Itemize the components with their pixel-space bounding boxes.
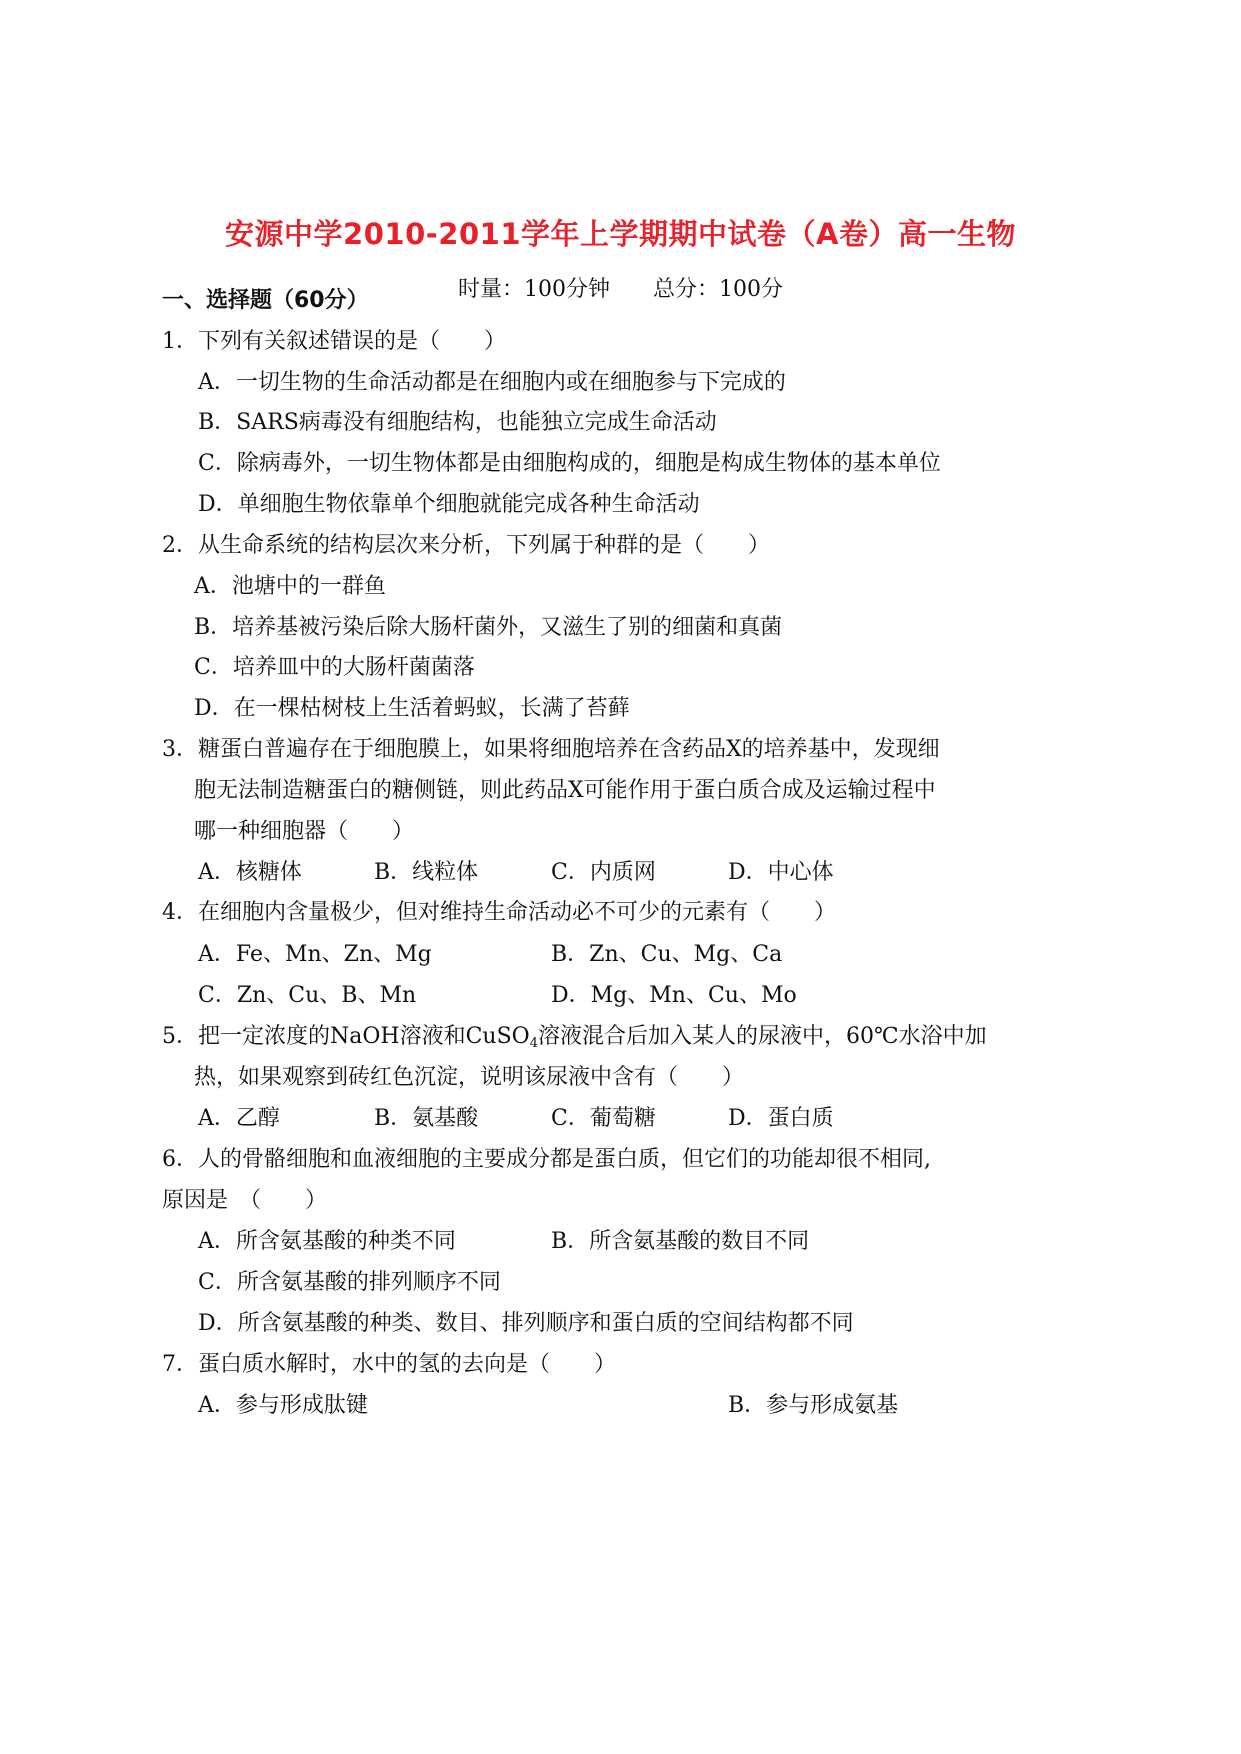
question-6-option-c: C．所含氨基酸的排列顺序不同 <box>198 1270 501 1295</box>
question-2-option-a: A．池塘中的一群鱼 <box>194 574 386 599</box>
question-2-stem: 2．从生命系统的结构层次来分析，下列属于种群的是（ ） <box>162 533 770 558</box>
question-7-option-b: B．参与形成氨基 <box>728 1393 899 1418</box>
time-limit: 时量：100分钟 <box>458 277 610 302</box>
question-3-stem-line1: 3．糖蛋白普遍存在于细胞膜上，如果将细胞培养在含药品X的培养基中，发现细 <box>162 737 940 762</box>
question-2-option-c: C．培养皿中的大肠杆菌菌落 <box>194 655 475 680</box>
question-7-option-a: A．参与形成肽键 <box>198 1393 368 1418</box>
question-1-option-d: D．单细胞生物依靠单个细胞就能完成各种生命活动 <box>198 492 700 517</box>
question-5-stem-line1 <box>162 1022 987 1059</box>
question-4-option-b: B．Zn、Cu、Mg、Ca <box>551 942 783 967</box>
question-6-stem-line2: 原因是 （ ） <box>162 1188 328 1213</box>
total-score: 总分：100分 <box>653 277 783 302</box>
question-3-stem-line2: 胞无法制造糖蛋白的糖侧链，则此药品X可能作用于蛋白质合成及运输过程中 <box>194 778 936 803</box>
question-6-stem-line1: 6．人的骨骼细胞和血液细胞的主要成分都是蛋白质，但它们的功能却很不相同, <box>162 1147 931 1172</box>
question-6-option-a: A．所含氨基酸的种类不同 <box>198 1229 456 1254</box>
question-1-option-b: B．SARS病毒没有细胞结构，也能独立完成生命活动 <box>198 410 717 435</box>
question-3-option-b: B．线粒体 <box>374 860 479 885</box>
question-5-stem-part2: 溶液混合后加入某人的尿液中，60℃水浴中加 <box>537 1024 987 1049</box>
subscript-4: 4 <box>529 1036 538 1051</box>
question-3-option-d: D．中心体 <box>728 860 834 885</box>
question-3-option-a: A．核糖体 <box>198 860 302 885</box>
section-heading: 一、选择题（60分） <box>162 288 369 313</box>
question-5-option-a: A．乙醇 <box>198 1106 280 1131</box>
question-5-option-d: D．蛋白质 <box>728 1106 834 1131</box>
question-3-stem-line3: 哪一种细胞器（ ） <box>194 819 415 844</box>
question-5-option-c: C．葡萄糖 <box>551 1106 656 1131</box>
question-2-option-b: B．培养基被污染后除大肠杆菌外，又滋生了别的细菌和真菌 <box>194 615 783 640</box>
question-4-stem: 4．在细胞内含量极少，但对维持生命活动必不可少的元素有（ ） <box>162 900 836 925</box>
question-6-option-b: B．所含氨基酸的数目不同 <box>551 1229 810 1254</box>
question-3-option-c: C．内质网 <box>551 860 656 885</box>
question-1-stem: 1．下列有关叙述错误的是（ ） <box>162 329 506 354</box>
question-2-option-d: D．在一棵枯树枝上生活着蚂蚁，长满了苔藓 <box>194 696 630 721</box>
question-4-option-c: C．Zn、Cu、B、Mn <box>198 983 417 1008</box>
question-4-option-d: D．Mg、Mn、Cu、Mo <box>551 983 797 1008</box>
exam-title: 安源中学2010-2011学年上学期期中试卷（A卷）高一生物 <box>225 217 1016 251</box>
question-6-option-d: D．所含氨基酸的种类、数目、排列顺序和蛋白质的空间结构都不同 <box>198 1311 854 1336</box>
question-7-stem: 7．蛋白质水解时，水中的氢的去向是（ ） <box>162 1352 616 1377</box>
question-4-option-a: A．Fe、Mn、Zn、Mg <box>198 942 432 967</box>
question-1-option-a: A．一切生物的生命活动都是在细胞内或在细胞参与下完成的 <box>198 370 786 395</box>
question-1-option-c: C．除病毒外，一切生物体都是由细胞构成的，细胞是构成生物体的基本单位 <box>198 451 941 476</box>
question-5-option-b: B．氨基酸 <box>374 1106 479 1131</box>
question-5-stem-part1: 5．把一定浓度的NaOH溶液和CuSO <box>162 1024 530 1049</box>
question-5-stem-line2: 热，如果观察到砖红色沉淀，说明该尿液中含有（ ） <box>194 1065 745 1090</box>
